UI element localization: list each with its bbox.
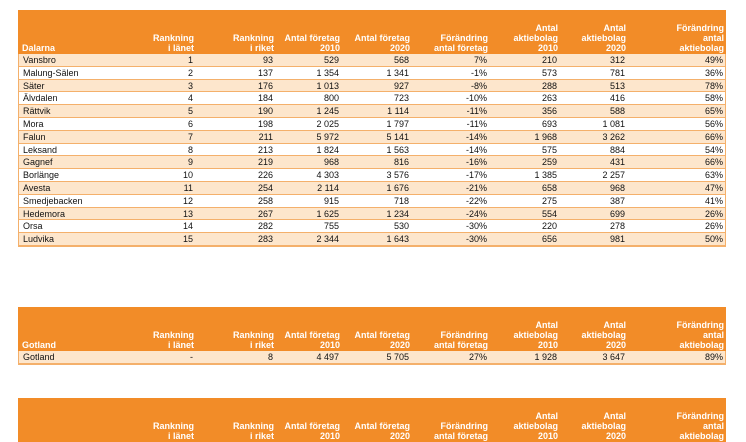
header-line: Antal företag [354,33,410,43]
cell-antal-2010: 915 [323,195,339,206]
cell-rank-riket: 213 [257,144,273,155]
header-line: antal [702,33,724,43]
cell-rank-lan: 11 [183,182,193,193]
cell-kommun: Avesta [23,182,51,193]
cell-kommun: Hedemora [23,208,66,219]
cell-kommun: Gagnef [23,157,53,168]
cell-rank-lan: 10 [182,170,193,181]
cell-ab-2010: 220 [541,221,557,232]
cell-forandring: -10% [465,93,487,104]
cell-forandring-ab: 66% [704,131,723,142]
cell-antal-2010: 5 972 [316,131,339,142]
header-line: antal företag [433,431,488,441]
region-name-header: Gotland [22,340,56,350]
cell-forandring: -17% [465,170,487,181]
cell-forandring: -30% [465,234,487,245]
header-line: Antal [603,320,626,330]
cell-rank-riket: 267 [257,208,273,219]
header-line: aktiebolag [513,33,558,43]
table-header [18,398,726,442]
cell-rank-lan: 12 [182,195,193,206]
header-line: aktiebolag [513,421,558,431]
cell-ab-2010: 554 [541,208,557,219]
cell-antal-2010: 800 [323,93,339,104]
cell-forandring-ab: 54% [704,144,723,155]
header-antal-2010 [284,33,340,53]
cell-antal-2020: 568 [393,55,409,65]
header-ab-2020 [581,23,626,53]
cell-antal-2010: 529 [323,55,339,65]
cell-forandring-ab: 47% [704,182,723,193]
cell-forandring-ab: 58% [704,93,723,104]
header-line: i länet [167,340,194,350]
cell-rank-riket: 219 [257,157,273,168]
cell-ab-2010: 658 [541,182,557,193]
header-line: aktiebolag [581,421,626,431]
header-ab-2010 [513,411,558,441]
header-line: Antal företag [284,421,340,431]
table-row [19,54,725,67]
cell-rank-riket: 137 [257,67,273,78]
cell-antal-2020: 927 [393,80,409,91]
header-line: Antal [535,411,558,421]
header-line: i länet [167,43,194,53]
header-rank-lan [153,33,194,53]
cell-ab-2010: 1 928 [534,352,557,362]
cell-antal-2020: 1 797 [386,118,409,129]
cell-forandring-ab: 66% [704,157,723,168]
header-line: antal företag [433,340,488,350]
cell-rank-lan: 3 [187,80,193,91]
header-line: 2010 [319,431,340,441]
header-line: Förändring [676,23,724,33]
header-line: aktiebolag [581,33,626,43]
header-line: 2020 [389,431,410,441]
table-row [19,169,725,182]
header-line: Antal [603,23,626,33]
cell-ab-2020: 699 [609,208,625,219]
cell-antal-2020: 1 234 [386,208,409,219]
cell-forandring: -21% [465,182,487,193]
cell-forandring: -8% [470,80,487,91]
header-ab-2020 [581,411,626,441]
header-rank-riket [233,33,274,53]
cell-ab-2020: 312 [609,55,625,65]
cell-rank-lan: 13 [182,208,193,219]
cell-ab-2020: 884 [609,144,625,155]
cell-antal-2020: 1 341 [386,67,409,78]
cell-kommun: Falun [23,131,46,142]
cell-ab-2020: 3 262 [602,131,625,142]
cell-ab-2010: 288 [541,80,557,91]
cell-rank-lan: - [190,352,193,362]
cell-forandring-ab: 65% [704,106,723,117]
cell-rank-riket: 190 [257,106,273,117]
header-line: Förändring [440,330,488,340]
table-row [19,195,725,208]
header-line: aktiebolag [513,330,558,340]
cell-rank-riket: 226 [257,170,273,181]
cell-forandring-ab: 41% [704,195,723,206]
header-rank-lan [153,421,194,441]
cell-ab-2020: 968 [609,182,625,193]
cell-forandring-ab: 63% [704,170,723,181]
header-ab-2010 [513,320,558,350]
header-antal-2010 [284,330,340,350]
table-row [19,182,725,195]
header-line: 2020 [389,340,410,350]
table-body [18,351,726,365]
cell-ab-2010: 573 [541,67,557,78]
cell-rank-lan: 8 [187,144,193,155]
header-line: Förändring [676,320,724,330]
cell-antal-2020: 5 705 [386,352,409,362]
header-forandring [434,330,488,350]
header-line: i riket [249,43,274,53]
cell-forandring: -22% [465,195,487,206]
cell-forandring-ab: 89% [704,352,723,362]
header-line: aktiebolag [581,330,626,340]
header-line: Rankning [232,421,274,431]
cell-forandring-ab: 26% [704,221,723,232]
header-line: 2010 [537,43,558,53]
cell-antal-2010: 2 114 [317,182,339,193]
cell-antal-2010: 968 [323,157,339,168]
header-line: 2010 [537,340,558,350]
region-table-2 [18,398,726,442]
cell-kommun: Borlänge [23,170,60,181]
cell-antal-2020: 3 576 [386,170,409,181]
cell-antal-2020: 718 [393,195,409,206]
cell-kommun: Rättvik [23,106,51,117]
cell-forandring-ab: 50% [704,234,723,245]
cell-antal-2020: 5 141 [386,131,409,142]
header-line: Förändring [676,411,724,421]
header-line: 2020 [605,431,626,441]
cell-antal-2010: 4 497 [316,352,339,362]
cell-antal-2020: 1 114 [387,106,409,117]
cell-ab-2010: 1 385 [534,170,557,181]
cell-rank-lan: 15 [182,234,193,245]
cell-rank-lan: 9 [187,157,193,168]
header-line: Antal [535,23,558,33]
header-forandring-ab [677,411,725,441]
header-line: Antal företag [354,330,410,340]
cell-rank-lan: 4 [187,93,193,104]
header-line: Antal [603,411,626,421]
cell-forandring: -24% [465,208,487,219]
header-line: Rankning [152,33,194,43]
table-row [19,208,725,221]
header-line: 2020 [605,43,626,53]
header-line: Rankning [232,330,274,340]
cell-forandring-ab: 49% [704,55,723,65]
cell-antal-2010: 1 245 [316,106,339,117]
cell-forandring: 27% [468,352,487,362]
cell-antal-2010: 4 303 [316,170,339,181]
table-row [19,105,725,118]
cell-antal-2010: 2 344 [316,234,339,245]
cell-ab-2020: 513 [609,80,625,91]
cell-rank-riket: 282 [257,221,273,232]
table-row [19,80,725,93]
cell-kommun: Älvdalen [23,93,58,104]
header-forandring-ab [677,320,725,350]
header-antal-2020 [354,330,410,350]
cell-forandring-ab: 26% [704,208,723,219]
cell-forandring-ab: 78% [704,80,723,91]
region-table-1 [18,307,726,365]
cell-kommun: Orsa [23,221,43,232]
cell-ab-2010: 259 [541,157,557,168]
header-line: Antal [535,320,558,330]
cell-ab-2010: 263 [541,93,557,104]
header-forandring-ab [677,23,725,53]
cell-rank-riket: 184 [257,93,273,104]
cell-forandring-ab: 36% [704,67,723,78]
table-header [18,10,726,54]
cell-kommun: Ludvika [23,234,55,245]
cell-ab-2020: 781 [609,67,625,78]
cell-rank-lan: 5 [187,106,193,117]
cell-kommun: Malung-Sälen [23,67,79,78]
cell-kommun: Säter [23,80,45,91]
cell-rank-riket: 254 [257,182,273,193]
cell-antal-2010: 2 025 [316,118,339,129]
header-line: i länet [167,431,194,441]
cell-antal-2010: 1 824 [316,144,339,155]
header-antal-2020 [354,421,410,441]
cell-antal-2010: 755 [323,221,339,232]
table-row [19,118,725,131]
cell-ab-2010: 1 968 [534,131,557,142]
header-line: antal [702,421,724,431]
header-line: 2020 [389,43,410,53]
cell-forandring: -1% [470,67,487,78]
header-line: aktiebolag [679,43,724,53]
header-line: 2010 [319,43,340,53]
cell-rank-riket: 283 [257,234,273,245]
cell-ab-2020: 981 [609,234,625,245]
cell-ab-2020: 3 647 [602,352,625,362]
header-line: i riket [249,340,274,350]
header-line: Rankning [152,330,194,340]
cell-antal-2020: 1 563 [386,144,409,155]
cell-kommun: Leksand [23,144,58,155]
header-line: 2020 [605,340,626,350]
cell-forandring: -14% [465,131,487,142]
header-forandring [434,421,488,441]
cell-ab-2020: 278 [609,221,625,232]
cell-rank-lan: 2 [187,67,193,78]
cell-antal-2010: 1 625 [316,208,339,219]
table-row [19,233,725,246]
cell-antal-2020: 530 [393,221,409,232]
table-header [18,307,726,351]
cell-antal-2010: 1 013 [316,80,339,91]
cell-ab-2010: 656 [541,234,557,245]
cell-forandring: 7% [473,55,487,65]
cell-kommun: Smedjebacken [23,195,83,206]
cell-ab-2010: 693 [541,118,557,129]
cell-forandring-ab: 56% [704,118,723,129]
table-row [19,144,725,157]
cell-ab-2020: 431 [609,157,625,168]
header-line: 2010 [319,340,340,350]
header-line: 2010 [537,431,558,441]
region-name-header: Dalarna [22,43,56,53]
header-rank-riket [233,421,274,441]
header-forandring [434,33,488,53]
cell-rank-riket: 8 [267,352,273,362]
cell-rank-riket: 211 [258,131,273,142]
table-row [19,351,725,364]
table-body [18,54,726,247]
header-line: Förändring [440,421,488,431]
cell-ab-2010: 275 [541,195,557,206]
cell-forandring: -11% [466,106,487,117]
cell-rank-riket: 198 [257,118,273,129]
header-line: Antal företag [284,330,340,340]
cell-antal-2020: 816 [393,157,409,168]
header-line: Antal företag [284,33,340,43]
table-row [19,67,725,80]
cell-rank-riket: 258 [257,195,273,206]
header-ab-2020 [581,320,626,350]
cell-forandring: -30% [465,221,487,232]
table-row [19,131,725,144]
header-line: antal företag [433,43,488,53]
header-line: antal [702,330,724,340]
header-line: Förändring [440,33,488,43]
cell-forandring: -11% [466,118,487,129]
header-rank-lan [153,330,194,350]
header-antal-2010 [284,421,340,441]
cell-ab-2020: 387 [609,195,625,206]
cell-kommun: Mora [23,118,44,129]
cell-ab-2020: 416 [609,93,625,104]
cell-rank-lan: 1 [187,55,193,65]
header-ab-2010 [513,23,558,53]
cell-ab-2020: 588 [609,106,625,117]
cell-kommun: Gotland [23,352,55,362]
cell-forandring: -16% [465,157,487,168]
header-antal-2020 [354,33,410,53]
cell-rank-lan: 7 [187,131,193,142]
cell-ab-2020: 2 257 [602,170,625,181]
cell-antal-2020: 723 [393,93,409,104]
header-line: aktiebolag [679,340,724,350]
cell-ab-2010: 356 [541,106,557,117]
cell-antal-2020: 1 643 [386,234,409,245]
cell-forandring: -14% [465,144,487,155]
cell-rank-lan: 6 [187,118,193,129]
cell-antal-2010: 1 354 [316,67,339,78]
header-rank-riket [233,330,274,350]
cell-kommun: Vansbro [23,55,56,65]
header-line: Antal företag [354,421,410,431]
header-line: Rankning [232,33,274,43]
cell-ab-2010: 210 [541,55,557,65]
region-table-0 [18,10,726,247]
cell-ab-2010: 575 [541,144,557,155]
cell-rank-riket: 93 [262,55,273,65]
table-row [19,156,725,169]
table-row [19,220,725,233]
header-line: aktiebolag [679,431,724,441]
cell-antal-2020: 1 676 [386,182,409,193]
header-line: Rankning [152,421,194,431]
table-row [19,92,725,105]
header-line: i riket [249,431,274,441]
cell-rank-riket: 176 [257,80,273,91]
cell-rank-lan: 14 [182,221,193,232]
cell-ab-2020: 1 081 [602,118,625,129]
